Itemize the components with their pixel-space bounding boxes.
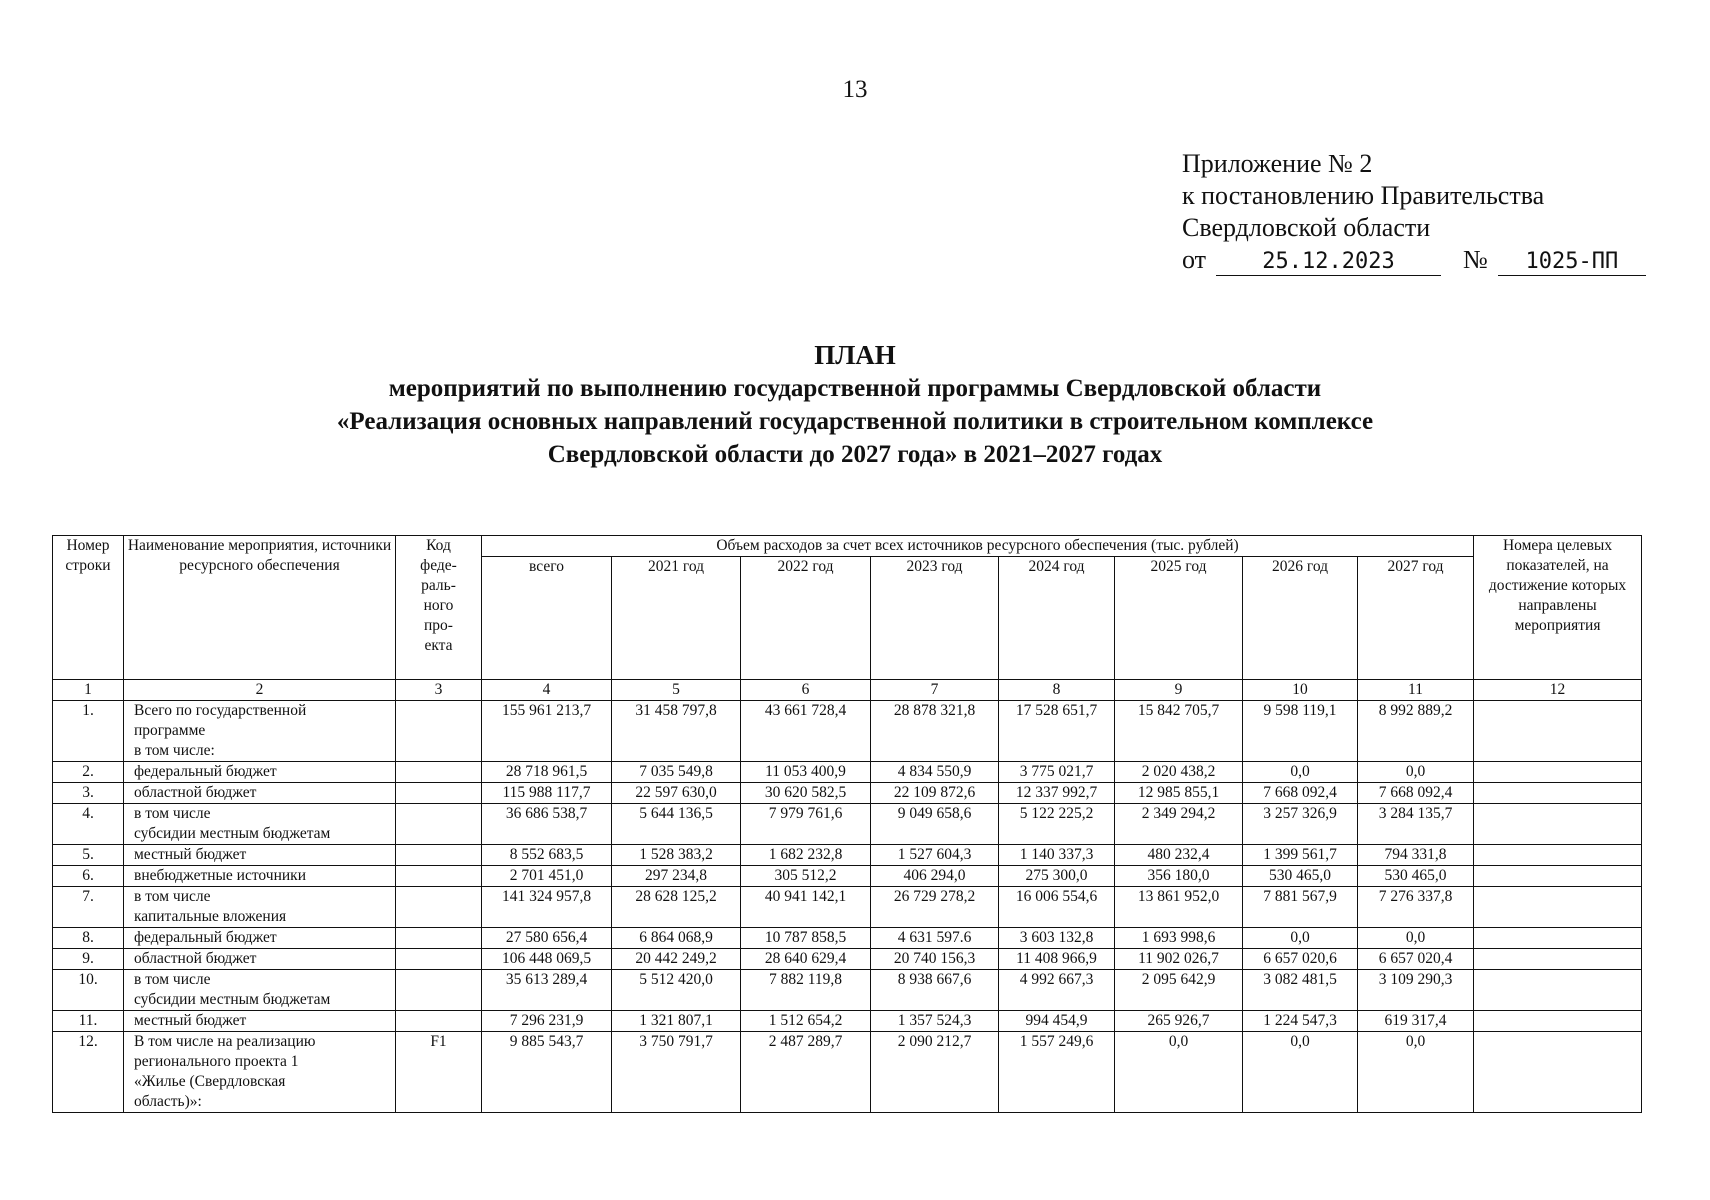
title-line-2: мероприятий по выполнению государственной программы Свердловской области [388, 375, 1322, 402]
from-label: от [1182, 245, 1207, 274]
row-value-y2027: 794 331,8 [1358, 845, 1474, 866]
row-name-cell [124, 928, 396, 949]
row-value-total: 106 448 069,5 [482, 949, 612, 970]
table-row [53, 887, 1642, 928]
row-code-cell [396, 866, 482, 887]
title-line-4: Свердловской области до 2027 года» в 2021–2027 годах [547, 441, 1163, 468]
row-targets-cell [1474, 1032, 1642, 1113]
table-row [53, 1032, 1642, 1113]
row-value-y2022: 2 487 289,7 [741, 1032, 871, 1113]
row-targets-cell [1474, 866, 1642, 887]
column-number: 2 [124, 680, 396, 701]
header-code-line: ного [423, 597, 454, 614]
row-value-total: 27 580 656,4 [482, 928, 612, 949]
row-value-y2025: 12 985 855,1 [1115, 783, 1243, 804]
row-value-y2022: 43 661 728,4 [741, 701, 871, 762]
plan-table [52, 535, 1642, 1113]
row-value-y2021: 7 035 549,8 [612, 762, 741, 783]
header-targets: Номера целевых показателей, на достижение которых направлены мероприятия [1474, 536, 1642, 680]
row-value-y2024: 5 122 225,2 [999, 804, 1115, 845]
row-number-cell: 4. [53, 804, 124, 845]
row-value-y2026: 7 668 092,4 [1243, 783, 1358, 804]
row-value-y2026: 6 657 020,6 [1243, 949, 1358, 970]
row-name-line: программе [134, 722, 206, 739]
row-value-y2023: 8 938 667,6 [871, 970, 999, 1011]
row-value-y2026: 9 598 119,1 [1243, 701, 1358, 762]
row-value-y2021: 297 234,8 [612, 866, 741, 887]
row-value-total: 2 701 451,0 [482, 866, 612, 887]
row-name-line: капитальные вложения [134, 908, 287, 925]
row-value-y2025: 265 926,7 [1115, 1011, 1243, 1032]
row-value-y2027: 0,0 [1358, 928, 1474, 949]
row-value-total: 7 296 231,9 [482, 1011, 612, 1032]
appendix-block [1182, 148, 1646, 276]
table-row [53, 845, 1642, 866]
row-value-y2024: 11 408 966,9 [999, 949, 1115, 970]
row-value-y2024: 1 140 337,3 [999, 845, 1115, 866]
row-value-y2025: 480 232,4 [1115, 845, 1243, 866]
appendix-date-number-line [1182, 244, 1646, 276]
row-name-line: область)»: [134, 1093, 202, 1110]
header-2025: 2025 год [1115, 557, 1243, 680]
row-name-line: «Жилье (Свердловская [134, 1073, 286, 1090]
column-number: 8 [999, 680, 1115, 701]
row-value-y2023: 9 049 658,6 [871, 804, 999, 845]
row-value-y2027: 619 317,4 [1358, 1011, 1474, 1032]
row-name-line: областной бюджет [134, 950, 257, 967]
row-value-total: 35 613 289,4 [482, 970, 612, 1011]
row-value-y2022: 1 682 232,8 [741, 845, 871, 866]
row-value-y2024: 3 603 132,8 [999, 928, 1115, 949]
row-number-cell: 7. [53, 887, 124, 928]
row-value-y2024: 4 992 667,3 [999, 970, 1115, 1011]
row-value-y2023: 4 631 597.6 [871, 928, 999, 949]
row-value-total: 8 552 683,5 [482, 845, 612, 866]
title-line-3: «Реализация основных направлений государственной политики в строительном комплексе [336, 408, 1374, 435]
row-name-cell [124, 804, 396, 845]
row-value-y2024: 3 775 021,7 [999, 762, 1115, 783]
header-code [396, 536, 482, 680]
row-value-y2023: 26 729 278,2 [871, 887, 999, 928]
row-name-line: в том числе [134, 971, 211, 988]
row-value-y2021: 1 528 383,2 [612, 845, 741, 866]
row-value-total: 141 324 957,8 [482, 887, 612, 928]
row-name-line: местный бюджет [134, 1012, 247, 1029]
row-value-y2021: 5 512 420,0 [612, 970, 741, 1011]
row-name-cell [124, 866, 396, 887]
column-number: 9 [1115, 680, 1243, 701]
row-value-y2023: 1 357 524,3 [871, 1011, 999, 1032]
row-number-cell: 11. [53, 1011, 124, 1032]
row-value-y2025: 356 180,0 [1115, 866, 1243, 887]
row-value-y2021: 31 458 797,8 [612, 701, 741, 762]
row-value-y2021: 20 442 249,2 [612, 949, 741, 970]
row-value-y2022: 30 620 582,5 [741, 783, 871, 804]
row-name-cell [124, 1032, 396, 1113]
row-value-y2022: 1 512 654,2 [741, 1011, 871, 1032]
row-value-y2023: 22 109 872,6 [871, 783, 999, 804]
table-row [53, 783, 1642, 804]
row-value-y2025: 2 095 642,9 [1115, 970, 1243, 1011]
table-row [53, 928, 1642, 949]
row-value-y2026: 0,0 [1243, 762, 1358, 783]
row-name-cell [124, 762, 396, 783]
header-2027: 2027 год [1358, 557, 1474, 680]
column-number: 4 [482, 680, 612, 701]
row-name-cell [124, 887, 396, 928]
row-name-line: внебюджетные источники [134, 867, 306, 884]
header-total: всего [482, 557, 612, 680]
row-number-cell: 5. [53, 845, 124, 866]
row-name-line: в том числе [134, 805, 211, 822]
table-row [53, 970, 1642, 1011]
header-2022: 2022 год [741, 557, 871, 680]
row-value-y2023: 28 878 321,8 [871, 701, 999, 762]
column-number: 11 [1358, 680, 1474, 701]
column-number: 12 [1474, 680, 1642, 701]
row-value-y2025: 13 861 952,0 [1115, 887, 1243, 928]
resolution-date: 25.12.2023 [1216, 249, 1441, 276]
row-code-cell [396, 928, 482, 949]
row-name-line: регионального проекта 1 [134, 1053, 299, 1070]
row-value-y2027: 8 992 889,2 [1358, 701, 1474, 762]
table-row [53, 804, 1642, 845]
row-targets-cell [1474, 783, 1642, 804]
row-code-cell: F1 [396, 1032, 482, 1113]
row-value-y2024: 16 006 554,6 [999, 887, 1115, 928]
row-value-y2024: 17 528 651,7 [999, 701, 1115, 762]
row-value-y2022: 10 787 858,5 [741, 928, 871, 949]
table-row [53, 1011, 1642, 1032]
row-value-y2026: 7 881 567,9 [1243, 887, 1358, 928]
row-value-y2024: 994 454,9 [999, 1011, 1115, 1032]
row-number-cell: 9. [53, 949, 124, 970]
row-value-y2025: 15 842 705,7 [1115, 701, 1243, 762]
row-value-total: 115 988 117,7 [482, 783, 612, 804]
column-number: 3 [396, 680, 482, 701]
row-value-y2027: 3 109 290,3 [1358, 970, 1474, 1011]
row-value-y2027: 3 284 135,7 [1358, 804, 1474, 845]
row-value-y2027: 6 657 020,4 [1358, 949, 1474, 970]
header-code-line: про- [424, 617, 453, 634]
row-targets-cell [1474, 804, 1642, 845]
column-number: 6 [741, 680, 871, 701]
row-value-y2021: 3 750 791,7 [612, 1032, 741, 1113]
row-targets-cell [1474, 701, 1642, 762]
row-code-cell [396, 1011, 482, 1032]
title-line-1: ПЛАН [814, 340, 896, 370]
header-volume: Объем расходов за счет всех источников ресурсного обеспечения (тыс. рублей) [482, 536, 1474, 557]
number-label: № [1463, 245, 1488, 274]
row-value-y2024: 275 300,0 [999, 866, 1115, 887]
header-2021: 2021 год [612, 557, 741, 680]
column-number: 1 [53, 680, 124, 701]
row-code-cell [396, 970, 482, 1011]
row-number-cell: 3. [53, 783, 124, 804]
row-name-cell [124, 845, 396, 866]
row-number-cell: 12. [53, 1032, 124, 1113]
column-number: 5 [612, 680, 741, 701]
row-name-line: в том числе: [134, 742, 215, 759]
row-value-y2022: 7 882 119,8 [741, 970, 871, 1011]
row-name-line: федеральный бюджет [134, 763, 277, 780]
row-value-y2022: 28 640 629,4 [741, 949, 871, 970]
row-value-y2021: 6 864 068,9 [612, 928, 741, 949]
row-value-y2025: 2 349 294,2 [1115, 804, 1243, 845]
row-number-cell: 1. [53, 701, 124, 762]
row-value-y2023: 2 090 212,7 [871, 1032, 999, 1113]
header-2026: 2026 год [1243, 557, 1358, 680]
row-value-y2027: 530 465,0 [1358, 866, 1474, 887]
header-code-line: раль- [421, 577, 456, 594]
row-targets-cell [1474, 970, 1642, 1011]
table-row [53, 762, 1642, 783]
row-value-y2027: 7 668 092,4 [1358, 783, 1474, 804]
row-targets-cell [1474, 762, 1642, 783]
row-value-y2025: 11 902 026,7 [1115, 949, 1243, 970]
row-value-y2024: 12 337 992,7 [999, 783, 1115, 804]
row-value-y2026: 530 465,0 [1243, 866, 1358, 887]
row-value-total: 9 885 543,7 [482, 1032, 612, 1113]
row-name-cell [124, 949, 396, 970]
header-row-number: Номер строки [53, 536, 124, 680]
row-code-cell [396, 887, 482, 928]
row-name-line: федеральный бюджет [134, 929, 277, 946]
row-name-cell [124, 970, 396, 1011]
row-name-cell [124, 701, 396, 762]
row-name-line: областной бюджет [134, 784, 257, 801]
header-name: Наименование мероприятия, источники ресурсного обеспечения [124, 536, 396, 680]
row-value-y2022: 7 979 761,6 [741, 804, 871, 845]
row-value-y2023: 4 834 550,9 [871, 762, 999, 783]
row-code-cell [396, 783, 482, 804]
row-value-y2022: 305 512,2 [741, 866, 871, 887]
table-row [53, 866, 1642, 887]
row-code-cell [396, 949, 482, 970]
column-numbers-row [53, 680, 1642, 701]
row-targets-cell [1474, 1011, 1642, 1032]
row-value-y2023: 406 294,0 [871, 866, 999, 887]
row-name-cell [124, 783, 396, 804]
row-value-y2021: 22 597 630,0 [612, 783, 741, 804]
row-number-cell: 2. [53, 762, 124, 783]
appendix-line-2: к постановлению Правительства [1182, 181, 1545, 210]
row-value-total: 28 718 961,5 [482, 762, 612, 783]
row-code-cell [396, 804, 482, 845]
row-value-total: 155 961 213,7 [482, 701, 612, 762]
row-targets-cell [1474, 845, 1642, 866]
row-value-y2022: 40 941 142,1 [741, 887, 871, 928]
header-code-line: екта [424, 637, 453, 654]
row-number-cell: 8. [53, 928, 124, 949]
row-targets-cell [1474, 949, 1642, 970]
row-name-line: В том числе на реализацию [134, 1033, 316, 1050]
row-name-line: Всего по государственной [134, 702, 307, 719]
row-value-y2022: 11 053 400,9 [741, 762, 871, 783]
row-value-y2024: 1 557 249,6 [999, 1032, 1115, 1113]
page-number: 13 [842, 76, 868, 103]
row-name-line: местный бюджет [134, 846, 247, 863]
row-value-y2026: 3 257 326,9 [1243, 804, 1358, 845]
row-value-total: 36 686 538,7 [482, 804, 612, 845]
document-title [0, 338, 1710, 471]
header-code-line: Код [426, 537, 451, 554]
row-value-y2021: 1 321 807,1 [612, 1011, 741, 1032]
row-targets-cell [1474, 887, 1642, 928]
row-value-y2025: 1 693 998,6 [1115, 928, 1243, 949]
row-name-cell [124, 1011, 396, 1032]
column-number: 10 [1243, 680, 1358, 701]
row-name-line: в том числе [134, 888, 211, 905]
row-value-y2026: 1 399 561,7 [1243, 845, 1358, 866]
row-value-y2023: 1 527 604,3 [871, 845, 999, 866]
row-code-cell [396, 845, 482, 866]
row-value-y2025: 2 020 438,2 [1115, 762, 1243, 783]
header-2023: 2023 год [871, 557, 999, 680]
row-value-y2026: 0,0 [1243, 1032, 1358, 1113]
row-value-y2025: 0,0 [1115, 1032, 1243, 1113]
row-code-cell [396, 762, 482, 783]
row-value-y2027: 0,0 [1358, 762, 1474, 783]
row-value-y2026: 0,0 [1243, 928, 1358, 949]
row-name-line: субсидии местным бюджетам [134, 825, 331, 842]
header-code-line: феде- [420, 557, 457, 574]
row-value-y2021: 28 628 125,2 [612, 887, 741, 928]
column-number: 7 [871, 680, 999, 701]
row-value-y2026: 3 082 481,5 [1243, 970, 1358, 1011]
row-number-cell: 6. [53, 866, 124, 887]
row-value-y2026: 1 224 547,3 [1243, 1011, 1358, 1032]
appendix-line-1: Приложение № 2 [1182, 149, 1373, 178]
table-row [53, 701, 1642, 762]
row-value-y2027: 7 276 337,8 [1358, 887, 1474, 928]
resolution-number: 1025-ПП [1498, 249, 1646, 276]
row-value-y2023: 20 740 156,3 [871, 949, 999, 970]
row-code-cell [396, 701, 482, 762]
appendix-line-3: Свердловской области [1182, 213, 1431, 242]
row-name-line: субсидии местным бюджетам [134, 991, 331, 1008]
row-value-y2021: 5 644 136,5 [612, 804, 741, 845]
row-targets-cell [1474, 928, 1642, 949]
header-2024: 2024 год [999, 557, 1115, 680]
row-value-y2027: 0,0 [1358, 1032, 1474, 1113]
table-row [53, 949, 1642, 970]
row-number-cell: 10. [53, 970, 124, 1011]
